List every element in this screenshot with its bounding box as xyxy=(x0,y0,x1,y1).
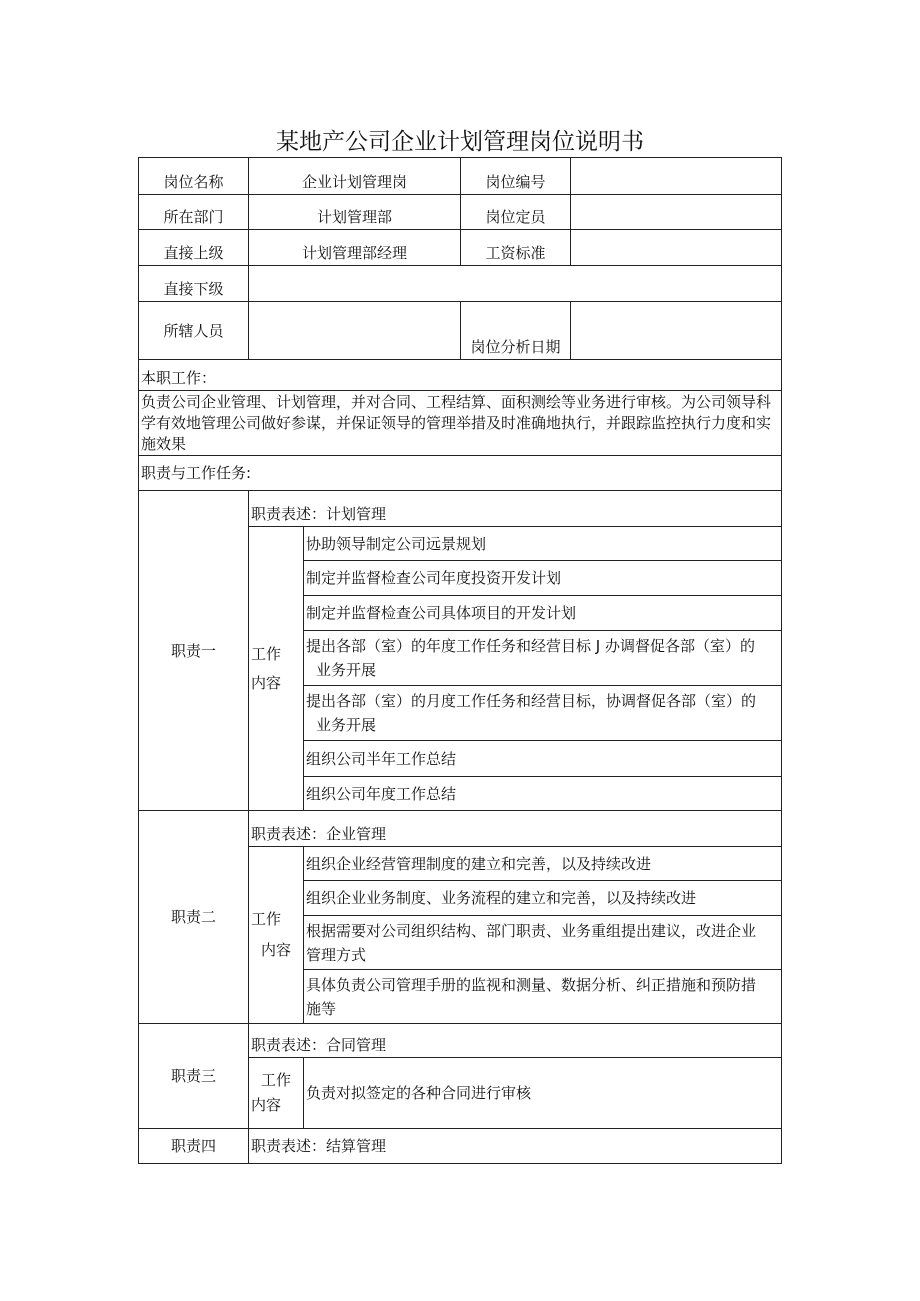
superior-value: 计划管理部经理 xyxy=(249,230,461,266)
department-label: 所在部门 xyxy=(139,195,249,230)
position-name-value: 企业计划管理岗 xyxy=(249,158,461,195)
duty-2-item-2: 组织企业业务制度、业务流程的建立和完善，以及持续改进 xyxy=(304,881,782,916)
duty-1-item-3: 制定并监督检查公司具体项目的开发计划 xyxy=(304,596,782,631)
duty-1-item-1: 协助领导制定公司远景规划 xyxy=(304,527,782,561)
duty-4-statement: 职责表述：结算管理 xyxy=(249,1129,782,1164)
row-tasks-label xyxy=(139,456,782,491)
duty-1-item-7: 组织公司年度工作总结 xyxy=(304,777,782,811)
row-subordinate xyxy=(139,266,782,302)
duty-1-item-4: 提出各部（室）的年度工作任务和经营目标 J 办调督促各部（室）的 业务开展 xyxy=(304,631,782,686)
row-staff xyxy=(139,302,782,360)
duty-2-item-3: 根据需要对公司组织结构、部门职责、业务重组提出建议，改进企业 管理方式 xyxy=(304,916,782,970)
analysis-date-label: 岗位分析日期 xyxy=(461,302,571,360)
duty-2-work-label: 工作 内容 xyxy=(249,847,304,1024)
row-job-duty-label xyxy=(139,360,782,391)
job-description-table xyxy=(138,157,782,1164)
headcount-label: 岗位定员 xyxy=(461,195,571,230)
duty-2-statement-row xyxy=(139,811,782,847)
duty-1-item-2: 制定并监督检查公司年度投资开发计划 xyxy=(304,561,782,596)
job-duty-label: 本职工作： xyxy=(139,360,782,391)
duty-4-name: 职责四 xyxy=(139,1129,249,1164)
row-position-name xyxy=(139,158,782,195)
department-value: 计划管理部 xyxy=(249,195,461,230)
position-code-label: 岗位编号 xyxy=(461,158,571,195)
duty-1-statement-row xyxy=(139,491,782,527)
duty-3-statement-row xyxy=(139,1024,782,1058)
row-superior xyxy=(139,230,782,266)
duty-4-statement-row xyxy=(139,1129,782,1164)
staff-value xyxy=(249,302,461,360)
duty-1-work-label: 工作 内容 xyxy=(249,527,304,811)
analysis-date-value xyxy=(571,302,782,360)
duty-1-name: 职责一 xyxy=(139,491,249,811)
duty-2-name: 职责二 xyxy=(139,811,249,1024)
superior-label: 直接上级 xyxy=(139,230,249,266)
headcount-value xyxy=(571,195,782,230)
duty-3-name: 职责三 xyxy=(139,1024,249,1129)
tasks-label: 职责与工作任务: xyxy=(139,456,782,491)
job-duty-text: 负责公司企业管理、计划管理，并对合同、工程结算、面积测绘等业务进行审核。为公司领导科学有效地管理公司做好参谋，并保证领导的管理举措及时准确地执行，并跟踪监控执行力度和实施效果 xyxy=(139,391,782,456)
row-job-duty-text xyxy=(139,391,782,456)
subordinate-value xyxy=(249,266,782,302)
row-department xyxy=(139,195,782,230)
duty-2-item-1: 组织企业经营管理制度的建立和完善，以及持续改进 xyxy=(304,847,782,881)
salary-label: 工资标准 xyxy=(461,230,571,266)
salary-value xyxy=(571,230,782,266)
position-code-value xyxy=(571,158,782,195)
duty-3-statement: 职责表述：合同管理 xyxy=(249,1024,782,1058)
staff-label: 所辖人员 xyxy=(139,302,249,360)
subordinate-label: 直接下级 xyxy=(139,266,249,302)
document-title: 某地产公司企业计划管理岗位说明书 xyxy=(276,129,644,155)
position-name-label: 岗位名称 xyxy=(139,158,249,195)
duty-1-item-5: 提出各部（室）的月度工作任务和经营目标，协调督促各部（室）的 业务开展 xyxy=(304,686,782,741)
duty-3-work-label: 工作 内容 xyxy=(249,1058,304,1129)
duty-2-statement: 职责表述：企业管理 xyxy=(249,811,782,847)
duty-3-item-1: 负责对拟签定的各种合同进行审核 xyxy=(304,1058,782,1129)
duty-1-item-6: 组织公司半年工作总结 xyxy=(304,741,782,777)
duty-2-item-4: 具体负责公司管理手册的监视和测量、数据分析、纠正措施和预防措 施等 xyxy=(304,970,782,1024)
duty-1-statement: 职责表述：计划管理 xyxy=(249,491,782,527)
